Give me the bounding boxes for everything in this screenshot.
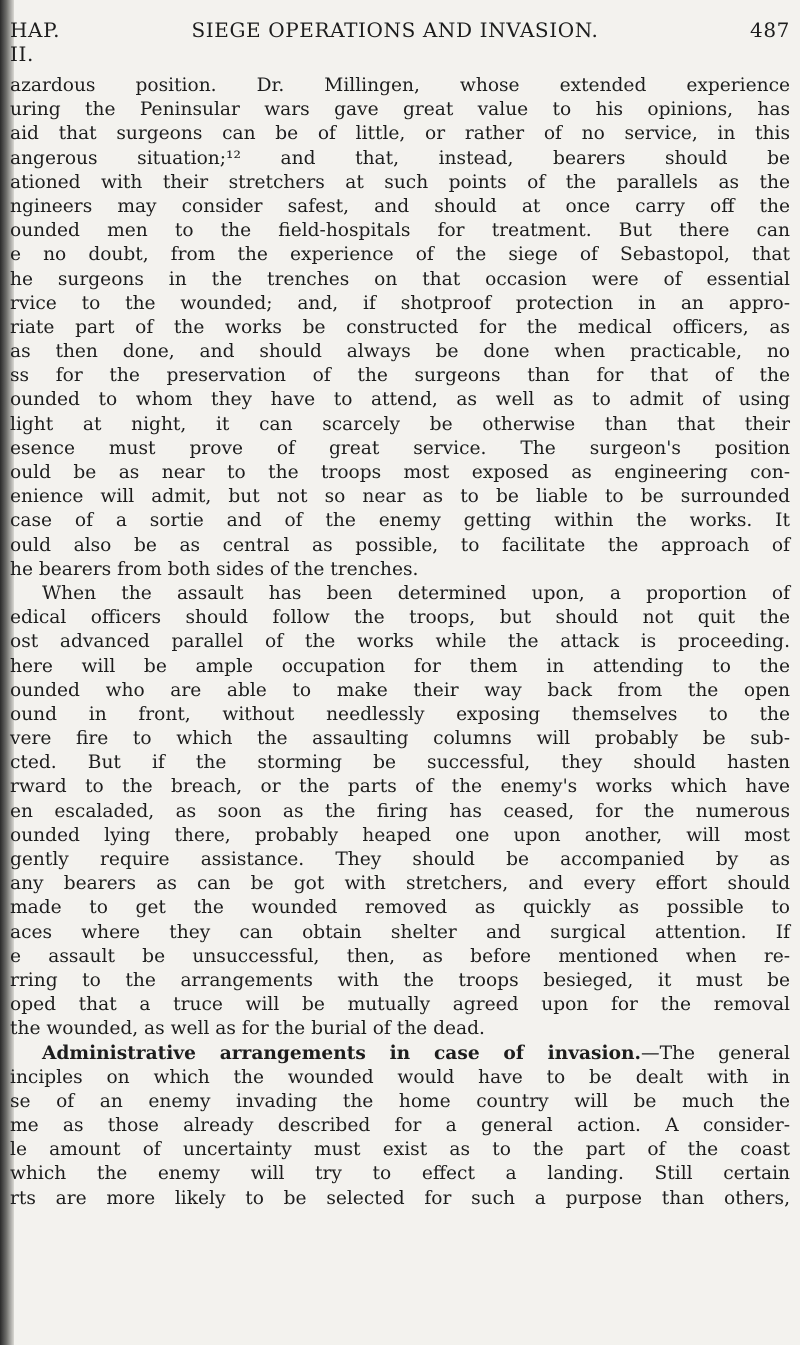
heading-continuation: —The general: [640, 1042, 790, 1064]
text-line: case of a sortie and of the enemy getting within the works. It: [10, 510, 790, 532]
text-line: rts are more likely to be selected for such a purpose than others,: [10, 1187, 790, 1209]
text-line: aid that surgeons can be of little, or rather of no service, in this: [10, 123, 790, 145]
text-line: en escaladed, as soon as the firing has ceased, for the numerous: [10, 800, 790, 822]
running-head: [10, 18, 790, 66]
text-line: edical officers should follow the troops, but should not quit the: [10, 607, 790, 629]
text-line: e no doubt, from the experience of the siege of Sebastopol, that: [10, 244, 790, 266]
text-line: the wounded, as well as for the burial of the dead.: [10, 1018, 485, 1040]
text-line: When the assault has been determined upon, a proportion of: [42, 582, 790, 604]
text-line: ounded to whom they have to attend, as well as to admit of using: [10, 389, 790, 411]
text-line: me as those already described for a general action. A consider-: [10, 1115, 790, 1137]
text-line: he bearers from both sides of the trenches.: [10, 558, 419, 580]
text-line: light at night, it can scarcely be otherwise than that their: [10, 413, 790, 435]
text-line: se of an enemy invading the home country will be much the: [10, 1090, 790, 1112]
text-line: ould be as near to the troops most exposed as engineering con-: [10, 462, 790, 483]
text-line: gently require assistance. They should be accompanied by as: [10, 849, 790, 870]
text-line: cted. But if the storming be successful, they should hasten: [10, 752, 790, 774]
text-line: uring the Peninsular wars gave great value to his opinions, has: [10, 99, 790, 121]
text-line: ounded men to the field-hospitals for treatment. But there can: [10, 220, 790, 242]
page-number: 487: [750, 18, 790, 42]
text-line: riate part of the works be constructed for the medical officers, as: [10, 316, 790, 338]
text-line: e assault be unsuccessful, then, as before mentioned when re-: [10, 945, 790, 967]
paragraph-assault: [10, 582, 790, 1042]
text-line: rvice to the wounded; and, if shotproof protection in an appro-: [10, 292, 790, 314]
text-line: ould also be as central as possible, to facilitate the approach of: [10, 534, 790, 556]
text-line: vere fire to which the assaulting columns will probably be sub-: [10, 728, 790, 750]
text-line: which the enemy will try to effect a landing. Still certain: [10, 1163, 790, 1185]
paragraph-surgeons-position: [10, 74, 790, 582]
text-line: inciples on which the wounded would have to be dealt with in: [10, 1066, 790, 1088]
text-line: as then done, and should always be done when practicable, no: [10, 341, 790, 363]
text-line: enience will admit, but not so near as to be liable to be surrounded: [10, 486, 790, 508]
text-line: angerous situation;¹² and that, instead, bearers should be: [10, 147, 790, 169]
book-page: [10, 18, 790, 1211]
text-line: made to get the wounded removed as quickly as possible to: [10, 897, 790, 919]
page-body: [10, 74, 790, 1211]
text-line: ounded lying there, probably heaped one upon another, will most: [10, 824, 790, 846]
text-line: [10, 1042, 790, 1066]
text-line: he surgeons in the trenches on that occasion were of essential: [10, 268, 790, 290]
text-line: ngineers may consider safest, and should at once carry off the: [10, 195, 790, 217]
running-title: SIEGE OPERATIONS AND INVASION.: [191, 18, 599, 42]
section-heading: Administrative arrangements in case of invasion.: [42, 1042, 641, 1064]
text-line: ounded who are able to make their way back from the open: [10, 679, 790, 701]
text-line: any bearers as can be got with stretchers, and every effort should: [10, 873, 790, 895]
text-line: here will be ample occupation for them in attending to the: [10, 655, 790, 677]
text-line: esence must prove of great service. The surgeon's position: [10, 437, 790, 459]
text-line: aces where they can obtain shelter and surgical attention. If: [10, 921, 790, 943]
text-line: ationed with their stretchers at such points of the parallels as the: [10, 171, 790, 193]
text-line: ost advanced parallel of the works while the attack is proceeding.: [10, 631, 790, 653]
chapter-label: HAP. II.: [10, 18, 61, 66]
text-line: le amount of uncertainty must exist as to the part of the coast: [10, 1139, 790, 1161]
paragraph-invasion: [10, 1042, 790, 1211]
text-line: rward to the breach, or the parts of the enemy's works which have: [10, 776, 790, 798]
text-line: azardous position. Dr. Millingen, whose extended experience: [10, 75, 790, 96]
text-line: ound in front, without needlessly exposing themselves to the: [10, 703, 790, 725]
text-line: ss for the preservation of the surgeons than for that of the: [10, 365, 790, 387]
text-line: oped that a truce will be mutually agreed upon for the removal: [10, 994, 790, 1016]
text-line: rring to the arrangements with the troops besieged, it must be: [10, 969, 790, 991]
